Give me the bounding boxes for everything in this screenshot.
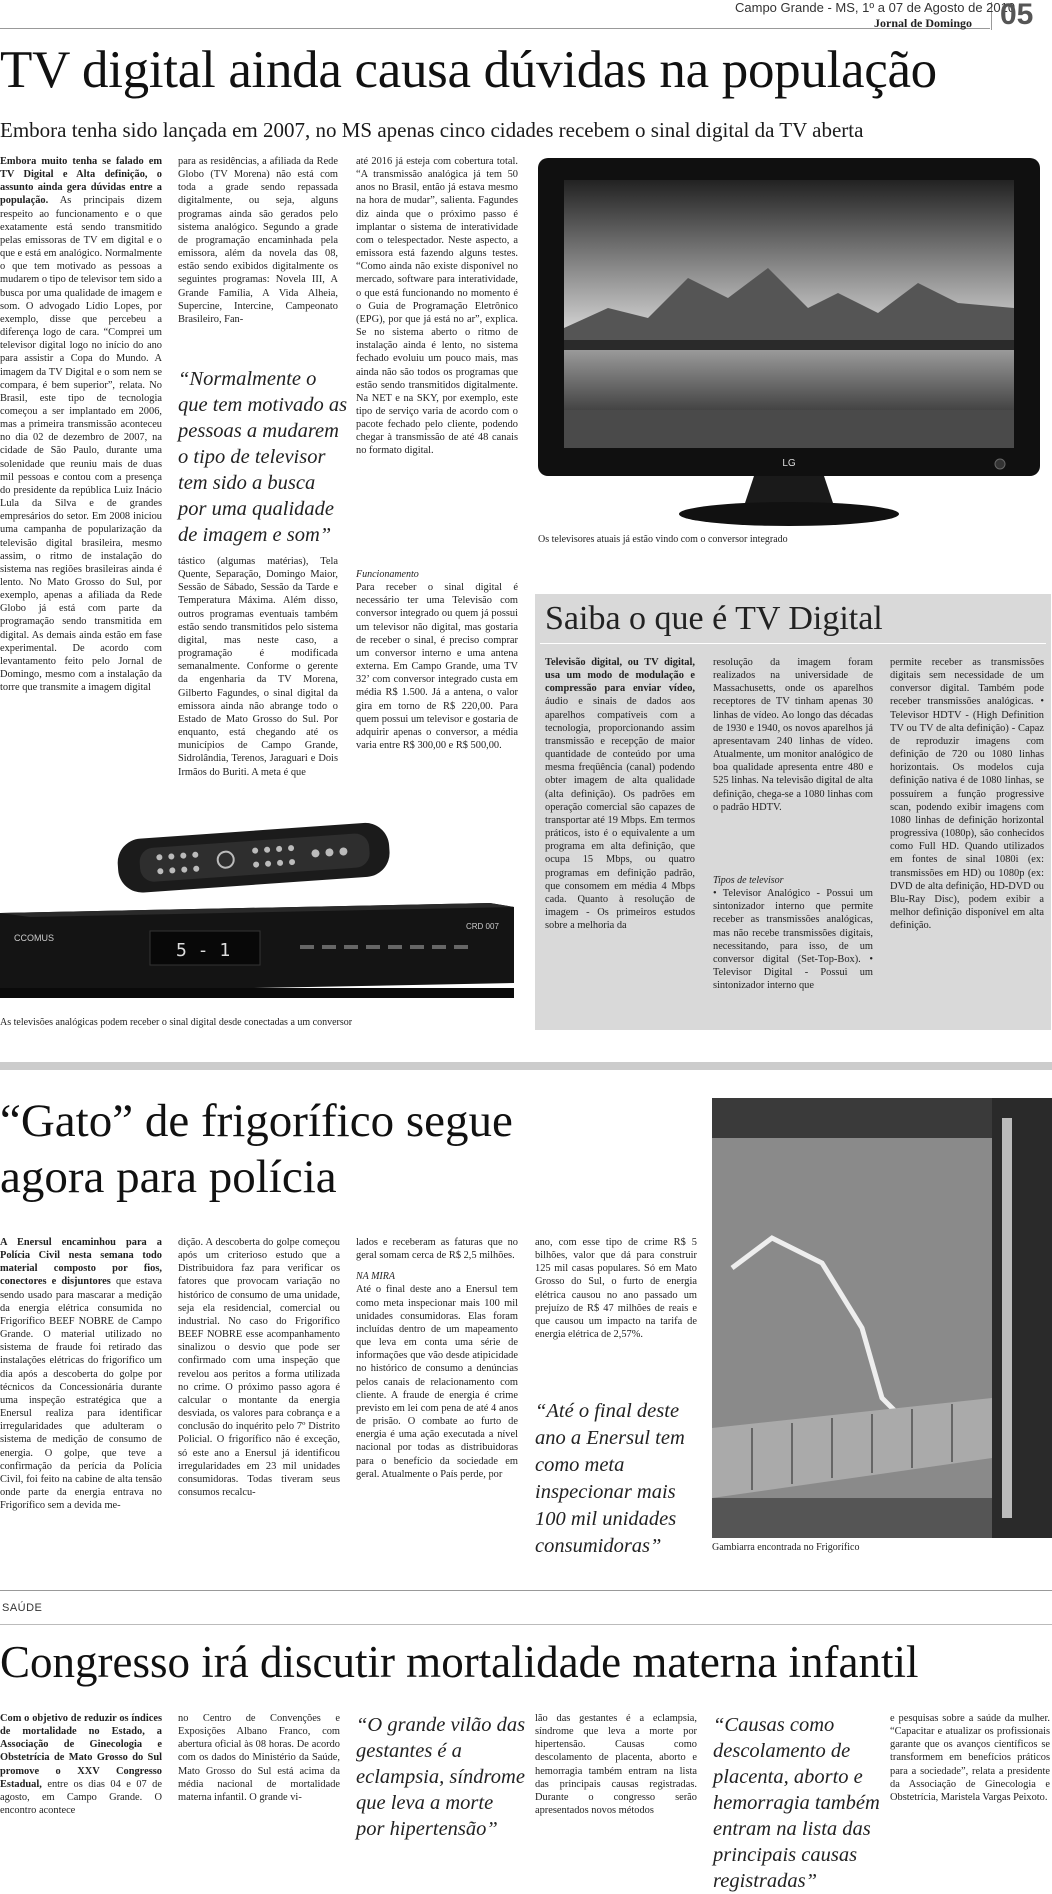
article3-column-4	[890, 1712, 1050, 1878]
article2-col2-text: dição. A descoberta do golpe começou após um criterioso estudo que a Distribuidora faz para verificar os fatores que provocam variação no histórico de consumo de uma unidade, seja ela residencial, comercial ou industrial. No caso do Frigorífico BEEF NOBRE esse acompanhamento sinalizou o desvio que pode ser confirmado com uma inspeção que revelou aos peritos a forma utilizada no crime. O próximo passo agora é calcular o montante da energia desviada, os valores para cobrança e a conclusão do inquérito pelo 7º Distrito Policial. O frigorífico não é exceção, só este ano a Enersul já identificou irregularidades em 23 mil unidades consumidoras. Todas tiveram seus consumos recalcu-	[178, 1237, 340, 1498]
info-box-column-2a	[713, 656, 873, 876]
article2-headline: “Gato” de frigorífico segue agora para polícia	[0, 1095, 513, 1203]
article3-column-2	[178, 1712, 340, 1878]
converter-display-text: 5 - 1	[176, 940, 231, 961]
tv-foreground-flowers	[564, 410, 1014, 448]
info-box-lead: Televisão digital, ou TV digital, usa um modo de modulação e compressão para enviar vídeo,	[545, 657, 695, 695]
article3-lead: Com o objetivo de reduzir os índices de mortalidade no Estado, a Associação de Ginecologia e Obstetrícia de Mato Grosso do Sul promove o XXV Congresso Estadual,	[0, 1713, 162, 1790]
info-box-col2b-text: • Televisor Analógico - Possui um sintonizador interno que permite receber as transmissões analógicas, mas não recebe transmissões digitais, necessitando, para isso, de um conversor digital (Set-Top-Box). • Televisor Digital - Possui um sintonizador interno que	[713, 888, 873, 992]
section-label: SAÚDE	[2, 1602, 43, 1614]
article2-pull-quote: “Até o final deste ano a Enersul tem como meta inspecionar mais 100 mil unidades consumidoras”	[535, 1400, 685, 1557]
article3-pull-quote-2: “Causas como descolamento de placenta, aborto e hemorragia também entram na lista das principais causas registradas”	[713, 1714, 880, 1892]
tv-stand	[679, 502, 899, 526]
article1-lead: Embora muito tenha se falado em TV Digital e Alta definição, o assunto ainda gera dúvidas entre a população.	[0, 156, 162, 207]
tv-brand: LG	[782, 458, 796, 469]
article1-col3b-text: Para receber o sinal digital é necessário ter uma Televisão com conversor integrado ou quem já possui um televisor não digital, mas gostaria de receber o sinal, é preciso comprar um conversor interno e uma antena externa. Em Campo Grande, uma TV 32’ com conversor integrado custa em média R$ 1.500. Já a antena, o valor gira em torno de R$ 220,00. Para quem possui um televisor e gostaria de adquirir apenas o conversor, a média varia entre R$ 300,00 e R$ 500,00.	[356, 582, 518, 752]
article3-headline: Congresso irá discutir mortalidade materna infantil	[0, 1637, 919, 1687]
converter-caption: As televisões analógicas podem receber o sinal digital desde conectadas a um conversor	[0, 1017, 353, 1028]
header-paper-name: Jornal de Domingo	[874, 16, 973, 30]
section-divider-1	[0, 1062, 1052, 1070]
article1-deck: Embora tenha sido lançada em 2007, no MS apenas cinco cidades recebem o sinal digital da TV aberta	[0, 118, 864, 142]
article1-col2b-text: tástico (algumas matérias), Tela Quente, Separação, Domingo Maior, Sessão de Sábado, Sessão da Tarde e Temperatura Máxima. Além disso, outros programas eventuais também estão sendo transmitidos pelo sistema digital, mas neste caso, a programação é modificada semanalmente. Conforme o gerente da engenharia da TV Morena, Gilberto Fagundes, o sinal digital da emissora ainda não abrange todo o Estado de Mato Grosso do Sul. Por enquanto, está chegando até os municípios de Campo Grande, Sidrolândia, Terenos, Jaraguari e Dois Irmãos do Buriti. A meta é que	[178, 556, 338, 778]
article3-col4-text: e pesquisas sobre a saúde da mulher. “Capacitar e atualizar os profissionais garante que os avanços científicos se transformem em benefícios práticos para a sociedade”, relata a presidente da Associação de Ginecologia e Obstetrícia, Maristela Vargas Peixoto.	[890, 1713, 1050, 1803]
info-box-column-3	[890, 656, 1044, 1024]
article2-col3b-text: Até o final deste ano a Enersul tem como meta inspecionar mais 100 mil unidades consumidoras. Elas foram incluídas dentro de um mapeamento que leva em conta uma série de informações que vão desde atipicidade no histórico de consumo a denúncias pelos canais de relacionamento com cliente. A fraude de energia é crime previsto em lei com pena de até 4 anos de prisão. O combate ao furto de energia é uma ação executada a nível nacional por todas as distribuidoras para o benefício da sociedade em geral. Atualmente o País perde, por	[356, 1284, 518, 1480]
article3-col3-text: lão das gestantes é a eclampsia, síndrome que leva a morte por hipertensão. Causas como descolamento de placenta, aborto e hemorragia também entram na lista das principais causas registradas. Durante o congresso serão apresentados novos métodos	[535, 1713, 697, 1817]
info-box-column-2b	[713, 874, 873, 1024]
article1-column-2b	[178, 555, 338, 815]
info-box-col1-text: áudio e sinais de dados aos aparelhos compatíveis com a tecnologia, proporcionando assim transmissão e recepção de maior quantidade de conteúdo por uma mesma freqüência (canal) podendo obter imagem de alta qualidade (alta definição). Os padrões em operação comercial são capazes de transportar até 19 Mbps. Em termos práticos, isto é o equivalente a um programa em alta definição, que ocupa 15 Mbps, ou quatro programas em definição padrão, que consomem em média 4 Mbps cada. Quanto à resolução de imagem - Os primeiros estudos sobre a melhoria da	[545, 696, 695, 932]
info-box-column-1	[545, 656, 695, 1024]
converter-model: CRD 007	[466, 922, 499, 931]
article1-column-3b	[356, 568, 518, 820]
article2-subheading: NA MIRA	[356, 1271, 395, 1283]
article2-column-4	[535, 1236, 697, 1366]
tv-caption: Os televisores atuais já estão vindo com o conversor integrado	[538, 534, 788, 545]
tv-lake	[564, 350, 1014, 410]
header-rule	[0, 28, 990, 29]
article1-col2a-text: para as residências, a afiliada da Rede Globo (TV Morena) não está com toda a grade sendo repassada digitalmente, ou seja, alguns programas ainda são gerados pelo sistema analógico. Segundo a grade de programação encaminhada pela emissora, além da novela das 08, estão sendo exibidos digitalmente os seguintes programas: Novela III, A Grande Família, A Vida Alheia, Supercine, Intercine, Campeonato Brasileiro, Fan-	[178, 156, 338, 325]
info-box-subheading: Tipos de televisor	[713, 875, 784, 886]
info-box-rule	[540, 643, 1046, 644]
converter-brand: CCOMUS	[14, 933, 54, 943]
section-divider-3	[0, 1624, 1052, 1625]
article1-pull-quote: “Normalmente o que tem motivado as pessoas a mudarem o tipo de televisor tem sido a busca por uma qualidade de imagem e som”	[178, 368, 348, 546]
section-divider-2	[0, 1590, 1052, 1591]
article2-column-2	[178, 1236, 340, 1566]
article1-column-3a	[356, 155, 518, 555]
article3-col1-text: entre os dias 04 e 07 de agosto, em Campo Grande. O encontro acontece	[0, 1778, 162, 1817]
cabinet-frame	[992, 1098, 1052, 1538]
article2-col4-text: ano, com esse tipo de crime R$ 5 bilhões, valor que dá para construir 125 mil casas populares. Só em Mato Grosso do Sul, o furto de energia elétrica causou no ano passado um prejuízo de R$ 47 milhões de reais e que causou um impacto na tarifa de energia elétrica de 2,57%.	[535, 1237, 697, 1341]
article1-headline: TV digital ainda causa dúvidas na população	[0, 41, 937, 99]
article1-col1-text: As principais dizem respeito ao funcionamento e o que exatamente está sendo transmitido pelas emissoras de TV em digital e o que e está em analógico. Normalmente o que tem motivado as pessoas a mudarem o tipo de televisor tem sido a busca por uma qualidade de imagem e som. O advogado Lídio Lopes, por exemplo, disse que percebeu a diferença logo de cara. “Comprei um televisor digital logo no início do ano para assistir a Copa do Mundo. A imagem da TV Digital e o som nem se compara, é bem superior”, relata. No Brasil, este tipo de tecnologia começou a ser implantado em 2006, mas a primeira transmissão aconteceu no dia 02 de dezembro de 2007, na cidade de São Paulo, durante uma solenidade que reuniu mais de duas mil pessoas e contou com a presença do presidente da república Luiz Inácio Lula da Silva e de grandes empresários do setor. Em 2008 iniciou uma campanha de popularização da televisão digital brasileira, mesmo assim, o ritmo de instalação do sistema nas regiões brasileiras ainda é lento. No Mato Grosso do Sul, por exemplo, apenas a afiliada da Rede Globo já está com parte da programação sendo transmitida em digital. As demais ainda estão em fase experimental. De acordo com levantamento feito pelo Jornal de Domingo, mesmo com a instalação da torre que transmite a imagem digital	[0, 195, 162, 694]
article2-column-3	[356, 1236, 518, 1566]
article1-column-1	[0, 155, 162, 810]
article3-column-3	[535, 1712, 697, 1878]
frigorifico-caption: Gambiarra encontrada no Frigorífico	[712, 1542, 860, 1553]
converter-remote-photo	[0, 823, 516, 1018]
article1-col3a-text: até 2016 já esteja com cobertura total. “A transmissão analógica já tem 50 anos no Brasil, então já estava mesmo na hora de mudar”, salienta. Fagundes diz ainda que o próximo passo é implantar o sistema de interatividade com o telespectador. Neste aspecto, a emissora está fazendo alguns testes. “Como ainda não existe disponível no mercado, software para interatividade, o que está funcionando no momento é o Guia de Programação Eletrônico (EPG), por que já está no ar”, explica. Se no sistema aberto o ritmo de instalação ainda é lento, no sistema fechado evoluiu um pouco mais, mas ainda não são todos os programas que estão sendo transmitidos digitalmente. Na NET e na SKY, por exemplo, este tipo de serviço varia de acordo com o pacote fechado pelo cliente, podendo chegar à transmissão de até 48 canais no formato digital.	[356, 156, 518, 457]
lcd-tv-photo	[538, 158, 1040, 528]
article3-column-1	[0, 1712, 162, 1878]
frigorifico-photo	[712, 1098, 1052, 1538]
article1-subheading: Funcionamento	[356, 569, 419, 580]
article3-col2-text: no Centro de Convenções e Exposições Albano Franco, com abertura oficial às 08 horas. De acordo com os dados do Ministério da Saúde, Mato Grosso do Sul está acima da média nacional de mortalidade materna infantil. O grande vi-	[178, 1713, 340, 1803]
article2-col1-text: que estava sendo usado para mascarar a medição da energia elétrica consumida no Frigorífico BEEF NOBRE de Campo Grande. O material utilizado no sistema de fraude foi retirado das instalações elétricas do frigorífico um dia após a descoberta do golpe por técnicos da Concessionária durante uma inspeção estratégica que a Enersul realiza para identificar irregularidades que adulteram o sistema de medição de consumo de energia. O golpe, que teve a confirmação da perícia da Polícia Civil, foi feito na cabine de alta tensão onde parte da energia entrava no Frigorífico sem a devida me-	[0, 1276, 162, 1512]
info-box-col3-text: permite receber as transmissões digitais sem necessidade de um conversor digital. Também pode receber transmissões analógicas. • Televisor HDTV - (High Definition TV ou TV de alta definição) - Capaz de reproduzir imagens com definição de 720 ou 1080 linhas horizontais. Os modelos cuja definição nativa é de 1080 linhas, se possuírem a função progressive scan, podendo exibir imagens com 1080 linhas de definição horizontal progressiva (1080p), são conhecidos como Full HD. Quando utilizados em fontes de sinal 1080i (ex: transmissões em HD) ou 1080p (ex: DVD de alta definição, HD-DVD ou Blu-Ray Disc), podem exibir a melhor definição disponível em alta definição.	[890, 657, 1044, 932]
info-box-title: Saiba o que é TV Digital	[545, 600, 883, 637]
info-box-col2a-text: resolução da imagem foram realizados na universidade de Massachusetts, onde os aparelhos receptores de TV tinham apenas 30 linhas de vídeo. Ao longo das décadas de 1930 e 1940, os novos aparelhos já apresentavam 240 linhas de vídeo. Atualmente, um monitor analógico de boa qualidade apresenta entre 480 e 525 linhas. Na televisão digital de alta definição, chega-se a 1080 linhas com o padrão HDTV.	[713, 657, 873, 813]
article3-pull-quote-1: “O grande vilão das gestantes é a eclampsia, síndrome que leva a morte por hipertensão”	[356, 1714, 526, 1840]
article2-column-1	[0, 1236, 162, 1566]
page-number: 05	[1000, 0, 1034, 31]
header-date: Campo Grande - MS, 1º a 07 de Agosto de 2010	[735, 0, 1016, 15]
article1-column-2a	[178, 155, 338, 355]
article2-col3a-text: lados e receberam as faturas que no geral somam cerca de R$ 2,5 milhões.	[356, 1237, 518, 1262]
article2-lead: A Enersul encaminhou para a Polícia Civil nesta semana todo material composto por fios, conectores e disjuntores	[0, 1237, 162, 1288]
